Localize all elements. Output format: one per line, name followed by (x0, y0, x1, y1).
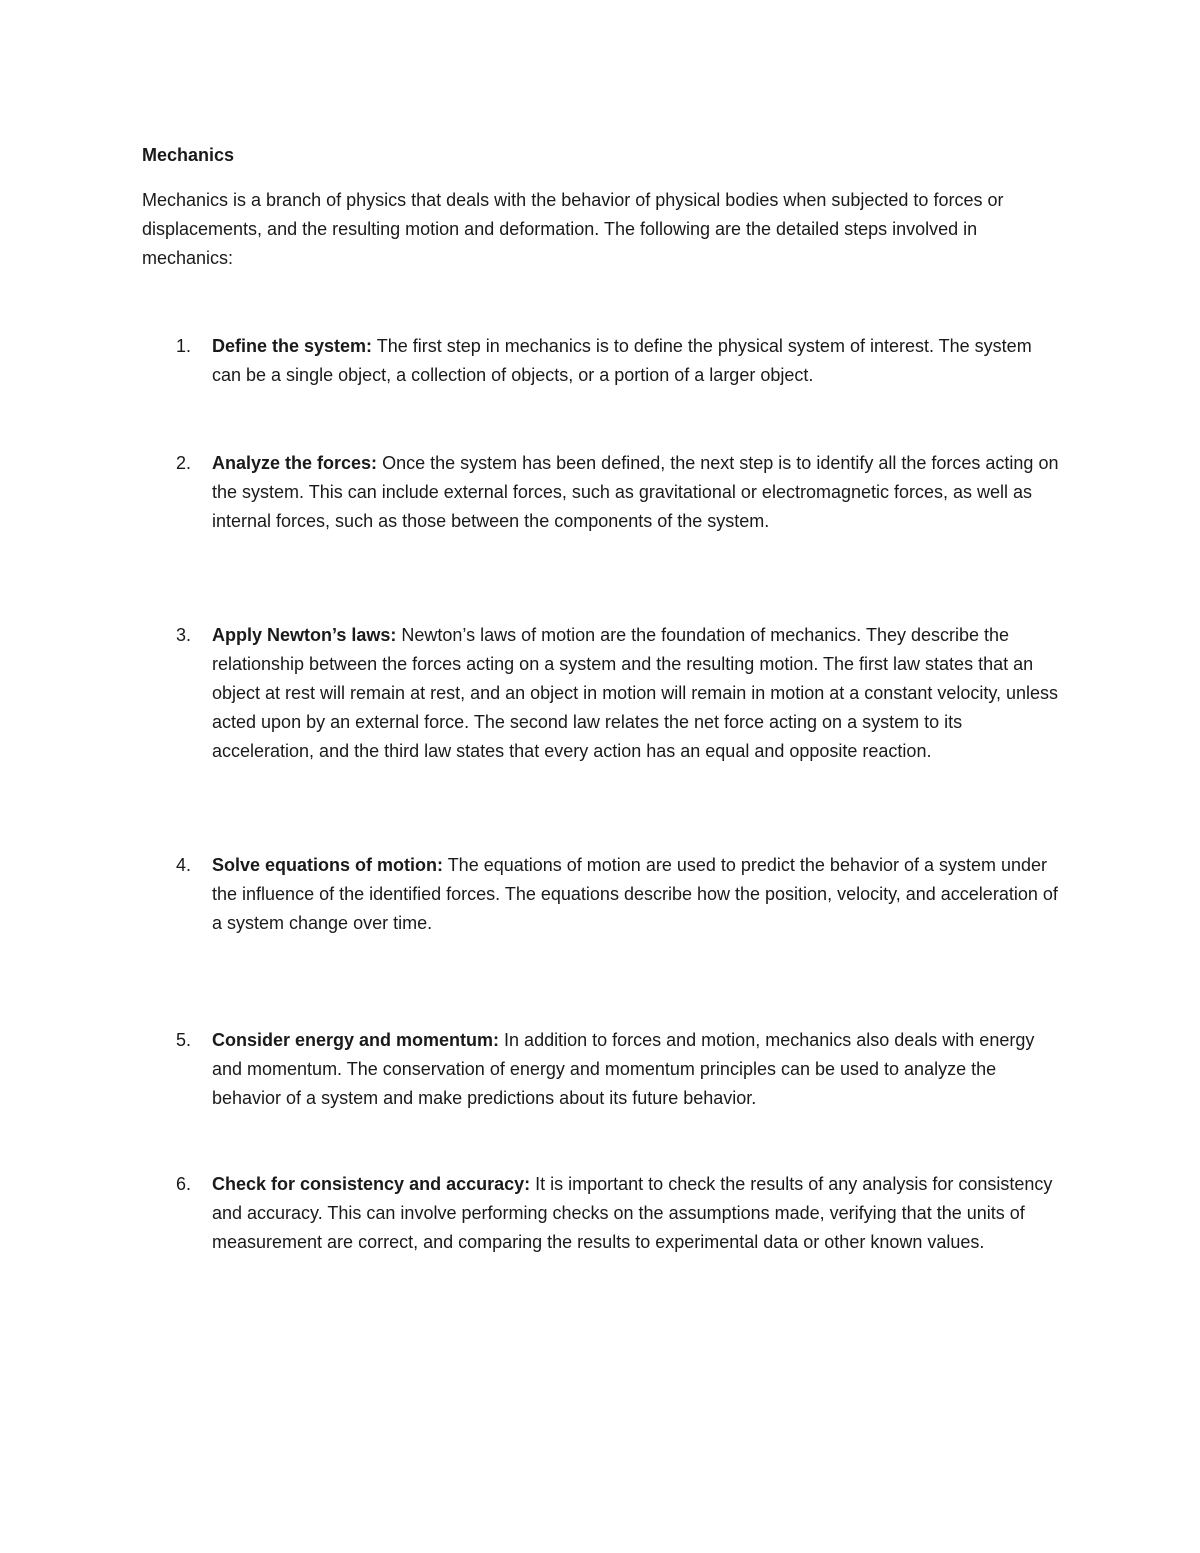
intro-paragraph: Mechanics is a branch of physics that deals with the behavior of physical bodies when subjected to forces or displacements, and the resulting motion and deformation. The following are the detailed steps involved in mechanics: (142, 190, 1004, 268)
step-number: 5. (176, 1030, 192, 1050)
step-text (212, 1170, 1062, 1257)
step-body: Newton’s laws of motion are the foundation of mechanics. They describe the relationship between the forces acting on a system and the resulting motion. The first law states that an object at rest will remain at rest, and an object in motion will remain in motion at a constant velocity, unless acted upon by an external force. The second law relates the net force acting on a system to its acceleration, and the third law states that every action has an equal and opposite reaction. (212, 625, 1059, 761)
step-text (212, 851, 1062, 938)
step-item-4 (142, 851, 1062, 938)
step-heading: Check for consistency and accuracy: (212, 1174, 531, 1194)
step-number: 2. (176, 453, 192, 473)
step-number: 6. (176, 1174, 192, 1194)
step-text (212, 1026, 1062, 1113)
document-title: Mechanics (142, 145, 235, 165)
step-heading: Analyze the forces: (212, 453, 378, 473)
step-body: Once the system has been defined, the next step is to identify all the forces acting on the system. This can include external forces, such as gravitational or electromagnetic forces, as well as internal forces, such as those between the components of the system. (212, 453, 1059, 531)
step-item-5 (142, 1026, 1062, 1113)
step-item-6 (142, 1170, 1062, 1257)
step-text (212, 332, 1062, 390)
step-number: 3. (176, 625, 192, 645)
step-number: 4. (176, 855, 192, 875)
step-body: In addition to forces and motion, mechanics also deals with energy and momentum. The conservation of energy and momentum principles can be used to analyze the behavior of a system and make predictions about its future behavior. (212, 1030, 1035, 1108)
step-item-1 (142, 332, 1062, 390)
step-body: The equations of motion are used to predict the behavior of a system under the influence of the identified forces. The equations describe how the position, velocity, and acceleration of a system change over time. (212, 855, 1058, 933)
step-number: 1. (176, 336, 192, 356)
step-body: It is important to check the results of any analysis for consistency and accuracy. This can involve performing checks on the assumptions made, verifying that the units of measurement are correct, and comparing the results to experimental data or other known values. (212, 1174, 1053, 1252)
step-text (212, 621, 1062, 766)
step-heading: Solve equations of motion: (212, 855, 444, 875)
step-item-3 (142, 621, 1062, 766)
step-heading: Consider energy and momentum: (212, 1030, 500, 1050)
document-body (142, 141, 1062, 1252)
step-text (212, 449, 1062, 536)
step-heading: Define the system: (212, 336, 373, 356)
step-body: The first step in mechanics is to define the physical system of interest. The system can be a single object, a collection of objects, or a portion of a larger object. (212, 336, 1032, 385)
step-item-2 (142, 449, 1062, 536)
step-heading: Apply Newton’s laws: (212, 625, 397, 645)
